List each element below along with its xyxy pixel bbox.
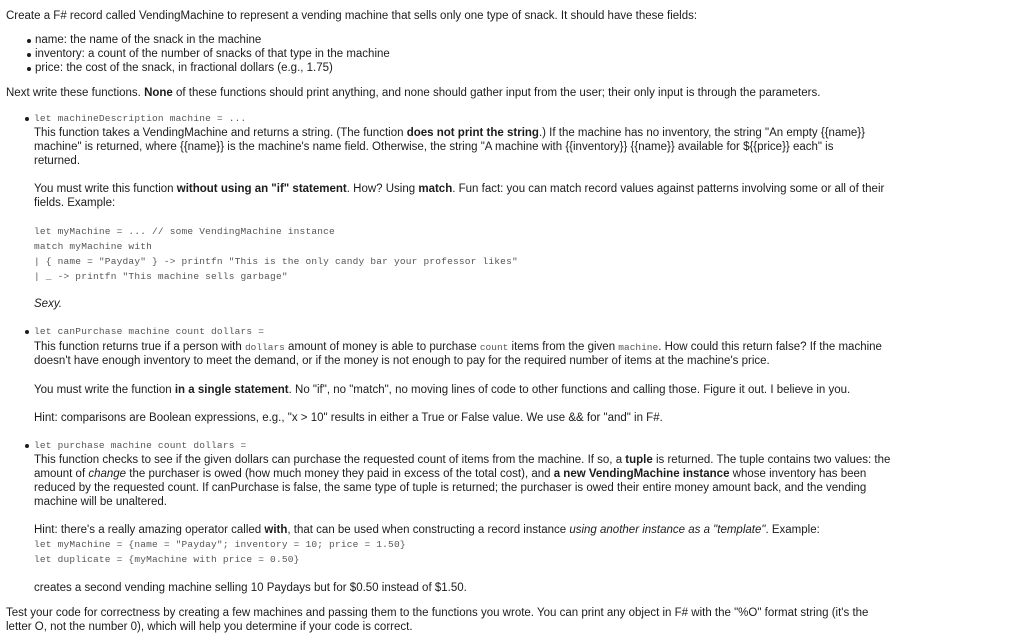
bullet-marker xyxy=(25,330,29,334)
f1-paragraph-line: returned. xyxy=(34,155,81,167)
text: This function takes a VendingMachine and returns a string. (The function xyxy=(34,127,407,139)
inline-code: count xyxy=(479,342,509,353)
text: whose inventory has been xyxy=(729,468,867,480)
inline-code: machine xyxy=(618,342,659,353)
f3-paragraph-line: machine will be unaltered. xyxy=(34,496,167,508)
text: items from the given xyxy=(508,341,619,353)
bold-text: with xyxy=(264,524,288,536)
text: is returned. The tuple contains two values: the xyxy=(652,454,891,466)
text: You must write the function xyxy=(34,384,175,396)
f2-hint: Hint: comparisons are Boolean expressions, e.g., "x > 10" results in either a True or False value. We use && for "and" in F#. xyxy=(34,412,663,424)
bullet-marker xyxy=(25,444,29,448)
bullet-marker xyxy=(27,39,31,43)
aside-italic: Sexy. xyxy=(34,298,62,310)
code-line: match myMachine with xyxy=(34,241,153,252)
inline-code: dollars xyxy=(244,342,285,353)
f3-after-text: creates a second vending machine selling 10 Paydays but for $0.50 instead of $1.50. xyxy=(34,582,467,594)
bold-text: without using an "if" statement xyxy=(176,183,347,195)
text: . How? Using xyxy=(346,183,419,195)
bold-text: a new VendingMachine instance xyxy=(553,468,730,480)
f1-rule-line: fields. Example: xyxy=(34,197,116,209)
machine-description-signature: let machineDescription machine = ... xyxy=(34,113,247,124)
italic-text: change xyxy=(88,468,127,480)
test-line: Test your code for correctness by creating a few machines and passing them to the functions you wrote. You can print any object in F# with the "%O" format string (it's the xyxy=(6,607,869,619)
field-inventory-item: inventory: a count of the number of snacks of that type in the machine xyxy=(35,48,390,60)
text: You must write this function xyxy=(34,183,177,195)
bullet-marker xyxy=(27,53,31,57)
f1-rule-line xyxy=(34,182,884,196)
field-name-item: name: the name of the snack in the machine xyxy=(35,34,262,46)
intro-line: Create a F# record called VendingMachine to represent a vending machine that sells only one type of snack. It should have these fields: xyxy=(6,10,698,22)
f2-paragraph-line: doesn't have enough inventory to meet the demand, or if the money is not enough to pay for the required number of items at the machine's price. xyxy=(34,355,770,367)
code-line: let duplicate = {myMachine with price = 0.50} xyxy=(34,554,300,565)
f3-paragraph-line xyxy=(34,453,890,467)
can-purchase-signature: let canPurchase machine count dollars = xyxy=(34,326,265,337)
bullet-marker xyxy=(25,117,29,121)
f1-paragraph-line xyxy=(34,126,865,140)
text: , that can be used when constructing a record instance xyxy=(287,524,570,536)
aside-text xyxy=(34,297,62,311)
next-bold: None xyxy=(144,87,173,99)
f2-rule-line xyxy=(34,383,850,397)
f2-paragraph-line xyxy=(34,340,882,355)
next-text: of these functions should print anything, and none should gather input from the user; their only input is through the parameters. xyxy=(172,87,821,99)
code-line: | _ -> printfn "This machine sells garbage" xyxy=(34,271,288,282)
code-line: let myMachine = {name = "Payday"; inventory = 10; price = 1.50} xyxy=(34,539,406,550)
text: This function returns true if a person with xyxy=(34,341,245,353)
f3-paragraph-line xyxy=(34,467,866,481)
next-instructions xyxy=(6,86,820,100)
text: . Example: xyxy=(765,524,820,536)
bold-text: in a single statement xyxy=(174,384,289,396)
test-line: letter O, not the number 0), which will help you determine if your code is correct. xyxy=(6,621,413,633)
text: amount of money is able to purchase xyxy=(284,341,480,353)
purchase-signature: let purchase machine count dollars = xyxy=(34,440,247,451)
italic-text: using another instance as a "template" xyxy=(569,524,766,536)
bold-text: match xyxy=(418,183,453,195)
f3-paragraph-line: reduced by the requested count. If canPurchase is false, the same type of tuple is returned; the purchaser is owed their entire money amount back, and the vending xyxy=(34,482,867,494)
f3-hint xyxy=(34,523,820,537)
text: Hint: there's a really amazing operator called xyxy=(34,524,265,536)
code-line: let myMachine = ... // some VendingMachine instance xyxy=(34,226,335,237)
bold-text: does not print the string xyxy=(406,127,539,139)
text: .) If the machine has no inventory, the string "An empty {{name}} xyxy=(538,127,865,139)
text: This function checks to see if the given dollars can purchase the requested count of items from the machine. If so, a xyxy=(34,454,626,466)
text: . Fun fact: you can match record values against patterns involving some or all of their xyxy=(452,183,885,195)
next-text: Next write these functions. xyxy=(6,87,145,99)
code-line: | { name = "Payday" } -> printfn "This is the only candy bar your professor likes" xyxy=(34,256,518,267)
text: the purchaser is owed (how much money they paid in excess of the total cost), and xyxy=(126,468,554,480)
field-price-item: price: the cost of the snack, in fractional dollars (e.g., 1.75) xyxy=(35,62,333,74)
bold-text: tuple xyxy=(625,454,653,466)
text: . No "if", no "match", no moving lines of code to other functions and calling those. Figure it out. I believe in you. xyxy=(288,384,851,396)
f1-paragraph-line: machine" is returned, where {{name}} is the machine's name field. Otherwise, the string "A machine with {{inventory}} {{name}} available for ${{price}} each" is xyxy=(34,141,834,153)
text: amount of xyxy=(34,468,89,480)
text: . How could this return false? If the machine xyxy=(658,341,882,353)
bullet-marker xyxy=(27,67,31,71)
